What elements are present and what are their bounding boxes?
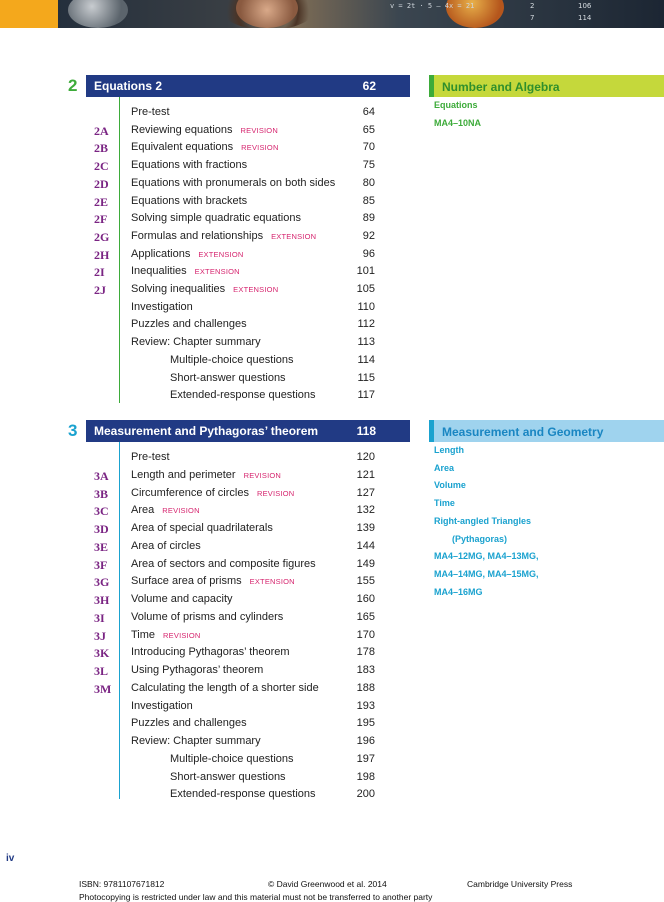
footer-isbn: ISBN: 9781107671812 bbox=[79, 879, 165, 889]
section-code: 2C bbox=[94, 159, 109, 174]
section-title: Volume of prisms and cylinders bbox=[131, 610, 284, 623]
strand-outcome-item: Volume bbox=[434, 480, 466, 491]
section-code: 3H bbox=[94, 593, 110, 607]
section-page: 197 bbox=[356, 752, 375, 765]
toc-entry[interactable] bbox=[0, 124, 400, 141]
section-code: 2A bbox=[94, 123, 109, 138]
toc-entry[interactable] bbox=[0, 771, 400, 788]
toc-entry[interactable] bbox=[0, 700, 400, 717]
section-title: Surface area of prisms bbox=[131, 575, 242, 588]
section-page: 117 bbox=[357, 389, 375, 402]
banner-number: 2 bbox=[530, 2, 535, 10]
section-title: Investigation bbox=[131, 300, 193, 313]
section-page: 183 bbox=[356, 664, 375, 676]
banner-number: 114 bbox=[578, 14, 592, 22]
section-title-group bbox=[131, 230, 316, 242]
section-title: Equations with fractions bbox=[131, 159, 248, 172]
section-title: Applications bbox=[131, 247, 191, 260]
section-title-group bbox=[131, 646, 298, 658]
toc-entry[interactable] bbox=[0, 469, 400, 486]
section-title: Review: Chapter summary bbox=[131, 735, 261, 747]
section-title: Short-answer questions bbox=[170, 371, 286, 384]
section-page: 65 bbox=[362, 123, 375, 136]
section-title: Pre-test bbox=[131, 106, 170, 118]
section-page: 170 bbox=[356, 628, 375, 641]
toc-entry[interactable] bbox=[0, 558, 400, 575]
section-title-group bbox=[131, 717, 255, 729]
section-title: Volume and capacity bbox=[131, 593, 233, 605]
banner-ball-image bbox=[68, 0, 128, 28]
toc-entry[interactable] bbox=[0, 611, 400, 628]
section-page: 200 bbox=[356, 788, 375, 801]
section-title-group bbox=[131, 195, 255, 207]
section-code: 3D bbox=[94, 522, 109, 536]
strand-outcome-item: Time bbox=[434, 498, 455, 509]
toc-entry[interactable] bbox=[0, 177, 400, 194]
section-tag: REVISION bbox=[241, 143, 279, 153]
section-code: 3C bbox=[94, 504, 109, 519]
section-title: Area bbox=[131, 504, 155, 517]
section-page: 112 bbox=[357, 318, 375, 331]
section-page: 89 bbox=[362, 212, 375, 225]
section-title: Multiple-choice questions bbox=[170, 353, 294, 366]
section-page: 127 bbox=[356, 486, 375, 499]
strand-outcome-item: Equations bbox=[434, 100, 478, 110]
toc-entry[interactable] bbox=[0, 451, 400, 468]
section-code: 3K bbox=[94, 646, 110, 661]
section-title-group bbox=[131, 318, 255, 330]
section-title-group bbox=[131, 664, 271, 676]
chapter-number: 2 bbox=[68, 76, 78, 95]
toc-entry[interactable] bbox=[0, 593, 400, 610]
section-title: Solving simple quadratic equations bbox=[131, 212, 301, 225]
section-tag: REVISION bbox=[240, 125, 278, 135]
strand-accent-bar bbox=[429, 75, 434, 97]
section-title-group bbox=[131, 336, 269, 348]
toc-entry[interactable] bbox=[0, 318, 400, 335]
chapter-page: 118 bbox=[356, 424, 376, 438]
section-title-group bbox=[131, 469, 281, 481]
section-page: 75 bbox=[362, 159, 375, 172]
toc-entry[interactable] bbox=[0, 646, 400, 663]
section-code: 2G bbox=[94, 229, 110, 244]
chapter-number: 3 bbox=[68, 421, 78, 440]
section-code: 2I bbox=[94, 265, 105, 280]
header-photo-banner bbox=[0, 0, 664, 28]
section-title: Inequalities bbox=[131, 265, 187, 278]
toc-entry[interactable] bbox=[0, 283, 400, 300]
strand-outcome-item: MA4–14MG, MA4–15MG, bbox=[434, 568, 539, 579]
section-page: 155 bbox=[356, 575, 375, 588]
section-page: 113 bbox=[357, 336, 375, 349]
section-title-group bbox=[131, 283, 278, 295]
section-page: 188 bbox=[356, 681, 375, 694]
section-title: Equations with brackets bbox=[131, 194, 248, 207]
section-page: 178 bbox=[356, 646, 375, 659]
toc-entry[interactable] bbox=[0, 717, 400, 734]
section-tag: REVISION bbox=[162, 506, 200, 516]
section-tag: EXTENSION bbox=[249, 577, 295, 587]
section-page: 92 bbox=[362, 229, 375, 242]
section-title: Multiple-choice questions bbox=[170, 752, 294, 765]
toc-entry[interactable] bbox=[0, 230, 400, 247]
section-page: 114 bbox=[357, 353, 375, 366]
section-title-group bbox=[131, 522, 281, 534]
section-code: 3A bbox=[94, 468, 109, 483]
section-title-group bbox=[131, 124, 278, 136]
section-code: 3B bbox=[94, 486, 109, 501]
section-code: 3M bbox=[94, 681, 112, 696]
section-tag: EXTENSION bbox=[198, 249, 244, 259]
strand-accent-bar bbox=[429, 420, 434, 442]
section-title: Area of special quadrilaterals bbox=[131, 522, 273, 534]
section-title-group bbox=[170, 771, 294, 783]
banner-accent-block bbox=[0, 0, 58, 28]
strand-outcome-item: MA4–12MG, MA4–13MG, bbox=[434, 551, 539, 562]
section-title-group bbox=[131, 700, 201, 712]
strand-outcome-item: Length bbox=[434, 445, 464, 455]
section-page: 105 bbox=[356, 283, 375, 295]
section-title-group bbox=[170, 753, 302, 765]
toc-entry[interactable] bbox=[0, 504, 400, 521]
section-page: 120 bbox=[356, 451, 375, 463]
strand-outcome-item: Right-angled Triangles bbox=[434, 515, 532, 526]
toc-entry[interactable] bbox=[0, 248, 400, 265]
strand-label: Number and Algebra bbox=[442, 80, 560, 94]
section-title: Review: Chapter summary bbox=[131, 336, 261, 349]
section-title-group bbox=[131, 558, 324, 570]
section-title: Reviewing equations bbox=[131, 123, 233, 136]
section-title-group bbox=[170, 788, 324, 800]
toc-entry[interactable] bbox=[0, 682, 400, 699]
toc-entry[interactable] bbox=[0, 212, 400, 229]
section-tag: REVISION bbox=[256, 488, 295, 498]
section-tag: EXTENSION bbox=[233, 285, 279, 294]
section-title-group bbox=[131, 141, 279, 153]
section-title: Area of sectors and composite figures bbox=[131, 557, 316, 570]
section-code: 3E bbox=[94, 539, 109, 554]
section-page: 193 bbox=[356, 699, 375, 712]
toc-entry[interactable] bbox=[0, 389, 400, 406]
footer-note: Photocopying is restricted under law and this material must not be transferred to another party bbox=[79, 892, 433, 902]
section-code: 2J bbox=[94, 283, 106, 297]
section-title-group bbox=[131, 593, 241, 605]
section-code: 3G bbox=[94, 575, 110, 590]
section-title: Extended-response questions bbox=[170, 389, 316, 402]
section-code: 2H bbox=[94, 247, 110, 262]
section-title-group bbox=[131, 575, 295, 587]
section-title: Extended-response questions bbox=[170, 788, 316, 801]
section-code: 2F bbox=[94, 212, 108, 227]
section-page: 195 bbox=[356, 717, 375, 730]
section-code: 3L bbox=[94, 664, 109, 678]
section-title-group bbox=[131, 265, 240, 277]
section-code: 3F bbox=[94, 557, 108, 572]
section-tag: EXTENSION bbox=[271, 231, 317, 241]
footer-copyright: © David Greenwood et al. 2014 bbox=[268, 879, 387, 889]
section-code: 2E bbox=[94, 194, 109, 209]
section-title-group bbox=[131, 487, 294, 499]
chapter-header[interactable] bbox=[86, 420, 410, 442]
section-title: Puzzles and challenges bbox=[131, 717, 247, 730]
section-tag: REVISION bbox=[163, 630, 201, 640]
banner-formula-text: v = 2t · 5 – 4x = 21 bbox=[390, 2, 475, 10]
section-tag: EXTENSION bbox=[194, 267, 240, 277]
strand-header bbox=[429, 420, 664, 442]
section-page: 101 bbox=[356, 265, 375, 278]
section-title: Area of circles bbox=[131, 539, 201, 552]
strand-outcome-item: Area bbox=[434, 462, 455, 473]
section-title: Puzzles and challenges bbox=[131, 318, 247, 331]
section-title-group bbox=[131, 159, 255, 171]
section-title: Pre-test bbox=[131, 451, 170, 463]
section-title-group bbox=[170, 372, 294, 384]
section-page: 80 bbox=[362, 176, 375, 189]
section-title: Short-answer questions bbox=[170, 770, 286, 783]
section-page: 121 bbox=[356, 468, 375, 481]
banner-number: 7 bbox=[530, 14, 535, 22]
section-title: Equations with pronumerals on both sides bbox=[131, 176, 336, 189]
section-page: 149 bbox=[356, 557, 375, 570]
toc-entry[interactable] bbox=[0, 575, 400, 592]
section-title-group bbox=[131, 301, 201, 313]
section-page: 70 bbox=[362, 141, 375, 154]
chapter-title: Equations 2 bbox=[94, 79, 163, 93]
toc-entry[interactable] bbox=[0, 372, 400, 389]
section-title: Using Pythagoras’ theorem bbox=[131, 664, 264, 676]
toc-entry[interactable] bbox=[0, 195, 400, 212]
toc-entry[interactable] bbox=[0, 487, 400, 504]
toc-entry[interactable] bbox=[0, 265, 400, 282]
section-code: 3J bbox=[94, 628, 106, 643]
section-title-group bbox=[131, 248, 243, 260]
banner-number: 106 bbox=[578, 2, 592, 10]
section-page: 144 bbox=[356, 539, 375, 552]
section-title: Calculating the length of a shorter side bbox=[131, 681, 319, 694]
toc-entry[interactable] bbox=[0, 522, 400, 539]
section-code: 2D bbox=[94, 176, 109, 191]
section-title-group bbox=[170, 354, 302, 366]
section-title: Length and perimeter bbox=[131, 468, 236, 481]
toc-entry[interactable] bbox=[0, 336, 400, 353]
toc-entry[interactable] bbox=[0, 540, 400, 557]
section-page: 110 bbox=[357, 300, 375, 313]
section-tag: REVISION bbox=[243, 470, 282, 480]
section-page: 115 bbox=[357, 371, 375, 384]
section-page: 165 bbox=[356, 610, 375, 623]
chapter-header[interactable] bbox=[86, 75, 410, 97]
section-title: Solving inequalities bbox=[131, 283, 226, 295]
chapter-page: 62 bbox=[362, 79, 376, 93]
section-title-group bbox=[131, 611, 291, 623]
section-title-group bbox=[131, 177, 343, 189]
strand-header bbox=[429, 75, 664, 97]
toc-entry[interactable] bbox=[0, 141, 400, 158]
section-page: 139 bbox=[356, 522, 375, 534]
section-page: 196 bbox=[356, 735, 375, 747]
toc-entry[interactable] bbox=[0, 354, 400, 371]
section-page: 160 bbox=[356, 593, 375, 605]
strand-label: Measurement and Geometry bbox=[442, 425, 604, 439]
toc-entry[interactable] bbox=[0, 106, 400, 123]
section-title-group bbox=[131, 682, 327, 694]
section-title: Investigation bbox=[131, 699, 193, 712]
strand-outcome-item: MA4–10NA bbox=[434, 118, 482, 128]
section-title-group bbox=[131, 212, 309, 224]
toc-entry[interactable] bbox=[0, 159, 400, 176]
strand-outcome-item: MA4–16MG bbox=[434, 586, 483, 597]
section-title-group bbox=[131, 540, 209, 552]
toc-entry[interactable] bbox=[0, 753, 400, 770]
toc-entry[interactable] bbox=[0, 788, 400, 805]
section-code: 3I bbox=[94, 610, 105, 625]
section-code: 2B bbox=[94, 141, 109, 156]
toc-entry[interactable] bbox=[0, 664, 400, 681]
section-title: Equivalent equations bbox=[131, 141, 234, 154]
section-title: Introducing Pythagoras’ theorem bbox=[131, 646, 290, 659]
section-page: 85 bbox=[362, 194, 375, 207]
strand-outcome-item: (Pythagoras) bbox=[452, 533, 508, 544]
section-page: 96 bbox=[362, 247, 375, 260]
section-page: 198 bbox=[356, 770, 375, 783]
footer-publisher: Cambridge University Press bbox=[467, 879, 573, 889]
toc-entry[interactable] bbox=[0, 735, 400, 752]
section-title-group bbox=[131, 106, 178, 118]
section-title: Circumference of circles bbox=[131, 486, 249, 499]
toc-entry[interactable] bbox=[0, 301, 400, 318]
section-title-group bbox=[170, 389, 324, 401]
toc-entry[interactable] bbox=[0, 629, 400, 646]
section-title-group bbox=[131, 504, 200, 516]
section-page: 132 bbox=[356, 504, 375, 517]
chapter-title: Measurement and Pythagoras’ theorem bbox=[94, 424, 319, 438]
section-title: Time bbox=[131, 628, 156, 641]
page-number: iv bbox=[6, 853, 15, 864]
section-title-group bbox=[131, 629, 201, 641]
section-title-group bbox=[131, 451, 178, 463]
section-title: Formulas and relationships bbox=[131, 229, 264, 242]
section-title-group bbox=[131, 735, 269, 747]
section-page: 64 bbox=[362, 106, 375, 118]
